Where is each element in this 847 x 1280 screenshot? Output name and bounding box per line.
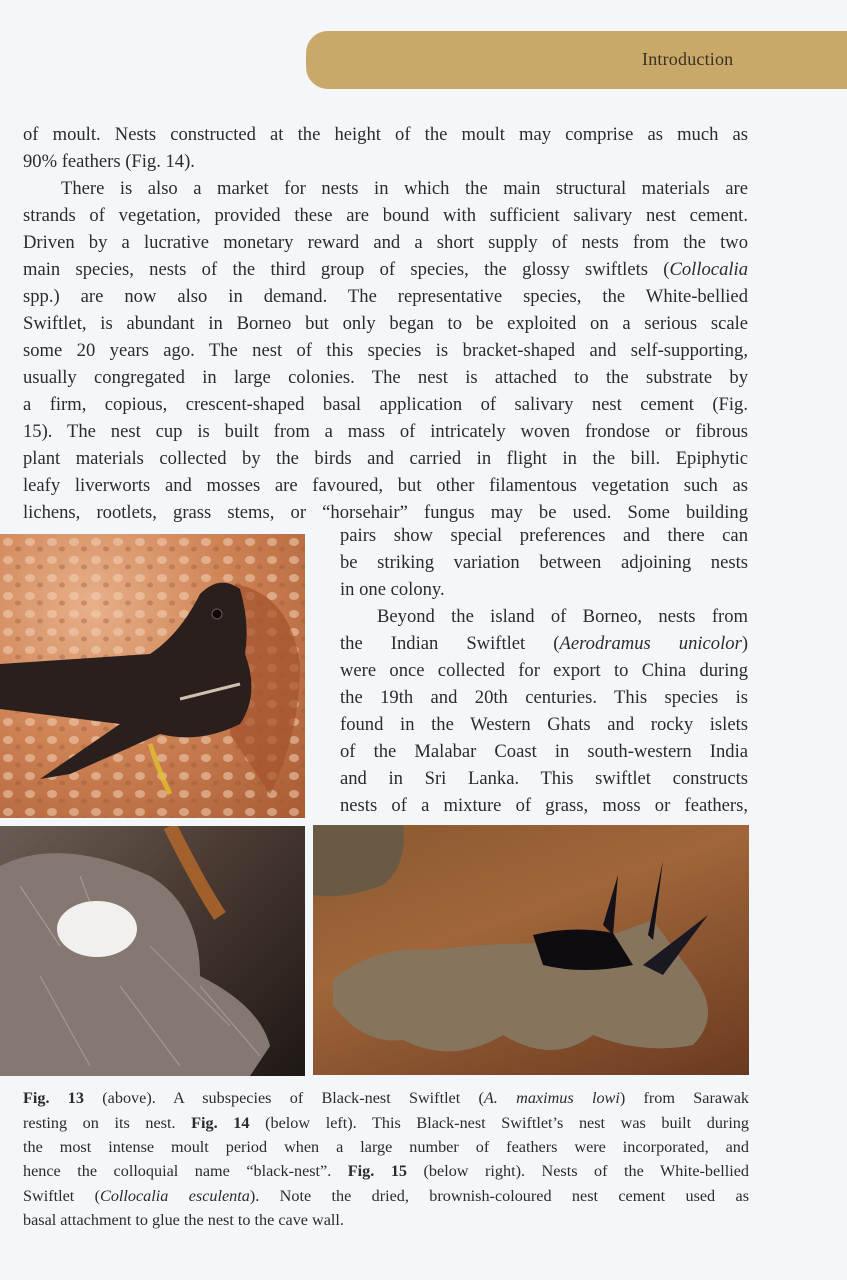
text-line: plant materials collected by the birds and carried in flight in the bill. Epiphytic: [23, 448, 748, 469]
text-line: leafy liverworts and mosses are favoured, but other filamentous vegetation such as: [23, 475, 748, 496]
figure-label: Fig. 13: [23, 1089, 84, 1107]
caption-line: [23, 1159, 749, 1183]
text-line: Driven by a lucrative monetary reward and a short supply of nests from the two: [23, 232, 748, 253]
caption-line: [23, 1184, 749, 1208]
text-span: main species, nests of the third group of species, the glossy swiftlets (: [23, 259, 670, 280]
caption-line: [23, 1086, 749, 1110]
bracket-nests-illustration: [313, 825, 749, 1075]
text-span: (above). A subspecies of Black-nest Swiftlet (: [84, 1089, 484, 1107]
species-name: Collocalia: [669, 259, 748, 280]
text-line: a firm, copious, crescent-shaped basal application of salivary nest cement (Fig.: [23, 394, 748, 415]
text-line: usually congregated in large colonies. The nest is attached to the substrate by: [23, 367, 748, 388]
feather-nest-with-egg-illustration: [0, 826, 305, 1076]
text-line: of moult. Nests constructed at the height of the moult may comprise as much as: [23, 124, 748, 145]
figure-label: Fig. 14: [191, 1114, 250, 1132]
swiftlet-bird-illustration: [0, 534, 305, 818]
text-span: the Indian Swiftlet (: [340, 633, 560, 654]
caption-line: [23, 1111, 749, 1135]
text-span: resting on its nest.: [23, 1114, 192, 1132]
text-span: Swiftlet (: [23, 1187, 101, 1205]
text-line: of the Malabar Coast in south-western India: [340, 741, 748, 762]
figure-14-photo: [0, 826, 305, 1076]
text-line: Beyond the island of Borneo, nests from: [377, 606, 748, 627]
text-line: lichens, rootlets, grass stems, or “horsehair” fungus may be used. Some building: [23, 502, 748, 523]
figure-label: Fig. 15: [347, 1162, 408, 1180]
species-name: A. maximus lowi: [483, 1089, 620, 1107]
text-line: spp.) are now also in demand. The representative species, the White-bellied: [23, 286, 748, 307]
text-line: found in the Western Ghats and rocky islets: [340, 714, 748, 735]
text-line: nests of a mixture of grass, moss or feathers,: [340, 795, 748, 816]
species-name: Collocalia esculenta: [100, 1187, 250, 1205]
text-line: and in Sri Lanka. This swiftlet constructs: [340, 768, 748, 789]
text-line: [23, 256, 748, 283]
text-line: Swiftlet, is abundant in Borneo but only began to be exploited on a serious scale: [23, 313, 748, 334]
text-line: 90% feathers (Fig. 14).: [23, 151, 195, 172]
text-line: [340, 630, 748, 657]
text-line: in one colony.: [340, 579, 445, 600]
text-span: (below right). Nests of the White-bellied: [407, 1162, 749, 1180]
text-line: strands of vegetation, provided these are bound with sufficient salivary nest cement.: [23, 205, 748, 226]
caption-line: basal attachment to glue the nest to the cave wall.: [23, 1211, 344, 1229]
text-line: were once collected for export to China during: [340, 660, 748, 681]
section-title: Introduction: [642, 49, 734, 69]
figure-13-photo: [0, 534, 305, 818]
text-line: There is also a market for nests in which the main structural materials are: [61, 178, 748, 199]
text-span: hence the colloquial name “black-nest”.: [23, 1162, 348, 1180]
caption-line: the most intense moult period when a large number of feathers were incorporated, and: [23, 1138, 749, 1156]
text-line: some 20 years ago. The nest of this species is bracket-shaped and self-supporting,: [23, 340, 748, 361]
text-line: be striking variation between adjoining nests: [340, 552, 748, 573]
text-span: ). Note the dried, brownish-coloured nest cement used as: [249, 1187, 749, 1205]
text-line: pairs show special preferences and there can: [340, 525, 748, 546]
text-line: 15). The nest cup is built from a mass of intricately woven frondose or fibrous: [23, 421, 748, 442]
text-line: the 19th and 20th centuries. This species is: [340, 687, 748, 708]
text-span: ) from Sarawak: [619, 1089, 750, 1107]
figure-15-photo: [313, 825, 749, 1075]
text-span: ): [741, 633, 749, 654]
species-name: Aerodramus unicolor: [559, 633, 742, 654]
section-header-tab: [306, 31, 847, 89]
text-span: (below left). This Black-nest Swiftlet’s nest was built during: [249, 1114, 749, 1132]
